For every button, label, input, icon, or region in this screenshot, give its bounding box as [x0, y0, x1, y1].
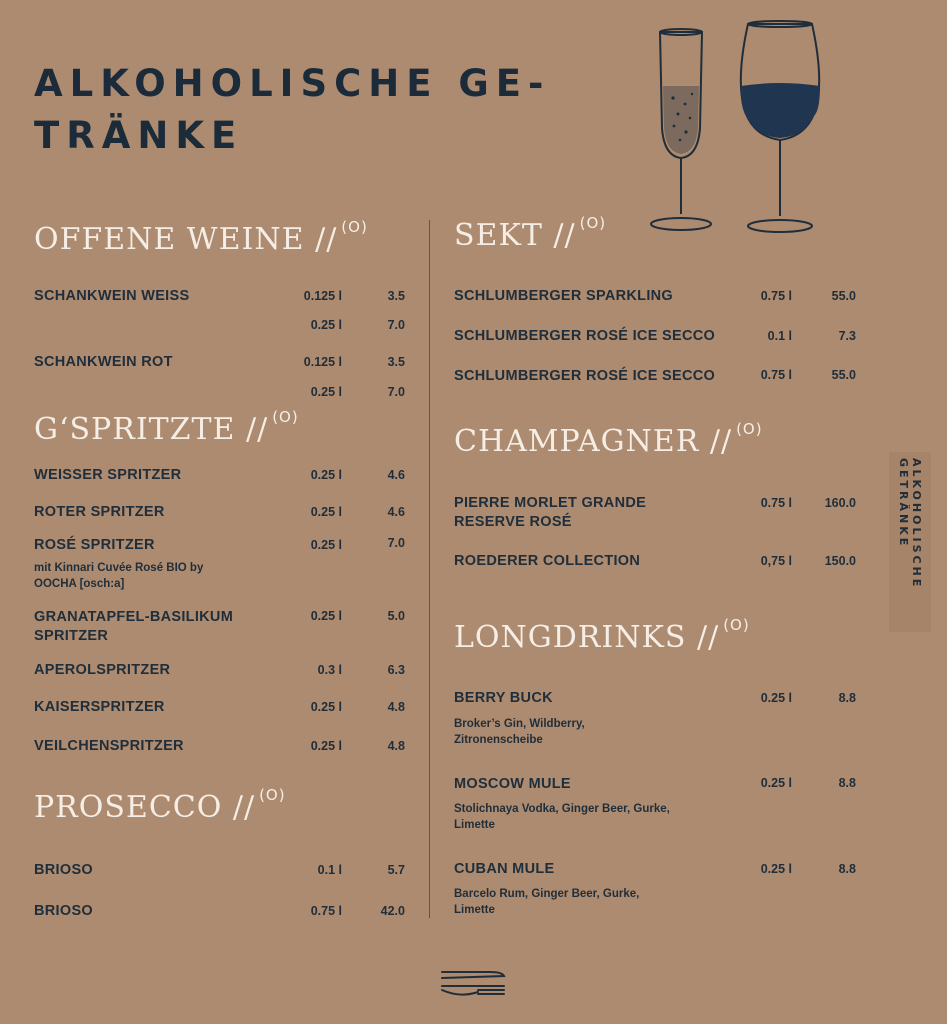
- menu-item-name: KAISERSPRITZER: [34, 699, 165, 715]
- menu-item-description: Barcelo Rum, Ginger Beer, Gurke, Limette: [454, 888, 640, 916]
- menu-item-volume: 0.25 l: [310, 468, 342, 482]
- menu-item-name: BERRY BUCK: [454, 690, 553, 706]
- menu-item-volume: 0.25 l: [310, 318, 342, 332]
- menu-item-name: APEROLSPRITZER: [34, 662, 171, 678]
- menu-item-description: mit Kinnari Cuvée Rosé BIO by OOCHA [osch:a]: [34, 562, 204, 590]
- menu-item-name: SCHLUMBERGER ROSÉ ICE SECCO: [454, 328, 716, 344]
- menu-item-name: GRANATAPFEL-BASILIKUM SPRITZER: [34, 609, 234, 644]
- menu-item-volume: 0.25 l: [310, 609, 342, 623]
- menu-item-volume: 0.25 l: [760, 691, 792, 705]
- menu-item-name: MOSCOW MULE: [454, 776, 571, 792]
- menu-item-volume: 0.25 l: [310, 538, 342, 552]
- menu-item-volume: 0.75 l: [760, 368, 792, 382]
- champagne-wine-glasses-icon: [640, 18, 840, 243]
- menu-item-volume: 0.75 l: [760, 289, 792, 303]
- menu-item-name: BRIOSO: [34, 903, 93, 919]
- menu-item-volume: 0,75 l: [760, 554, 792, 568]
- menu-item-volume: 0.75 l: [310, 904, 342, 918]
- menu-item-name: SCHANKWEIN ROT: [34, 354, 173, 370]
- menu-item-volume: 0.25 l: [310, 505, 342, 519]
- menu-item-price: 3.5: [387, 355, 405, 369]
- section-offene-weine: OFFENE WEINE // $^{(O)}$: [34, 218, 368, 257]
- menu-item-volume: 0.25 l: [310, 700, 342, 714]
- menu-item-volume: 0.1 l: [767, 329, 792, 343]
- menu-item-name: ROSÉ SPRITZER: [34, 537, 155, 553]
- menu-item-description: Broker’s Gin, Wildberry, Zitronenscheibe: [454, 718, 585, 746]
- menu-item-price: 7.0: [387, 318, 405, 332]
- menu-item-price: 150.0: [824, 554, 856, 568]
- menu-item-price: 5.7: [387, 863, 405, 877]
- section-gspritzte: G‘SPRITZTE // $^{(O)}$: [34, 408, 299, 447]
- menu-item-name: PIERRE MORLET GRANDE RESERVE ROSÉ: [454, 495, 647, 530]
- menu-item-name: WEISSER SPRITZER: [34, 467, 182, 483]
- menu-item-price: 5.0: [387, 609, 405, 623]
- menu-item-price: 4.8: [387, 739, 405, 753]
- menu-item-name: ROEDERER COLLECTION: [454, 553, 641, 569]
- section-longdrinks: LONGDRINKS // $^{(O)}$: [454, 616, 750, 655]
- menu-item-name: SCHLUMBERGER SPARKLING: [454, 288, 674, 304]
- menu-item-price: 8.8: [838, 776, 856, 790]
- menu-item-price: 4.6: [387, 468, 405, 482]
- menu-item-volume: 0.25 l: [310, 385, 342, 399]
- menu-item-volume: 0.75 l: [760, 496, 792, 510]
- column-divider: [429, 220, 430, 918]
- menu-item-price: 55.0: [831, 368, 856, 382]
- menu-item-price: 55.0: [831, 289, 856, 303]
- menu-item-description: Stolichnaya Vodka, Ginger Beer, Gurke, Limette: [454, 803, 670, 831]
- menu-item-price: 7.0: [387, 385, 405, 399]
- menu-item-name: BRIOSO: [34, 862, 93, 878]
- menu-item-volume: 0.125 l: [303, 355, 342, 369]
- menu-item-volume: 0.125 l: [303, 289, 342, 303]
- menu-item-volume: 0.1 l: [317, 863, 342, 877]
- menu-item-volume: 0.25 l: [760, 776, 792, 790]
- menu-item-volume: 0.3 l: [317, 663, 342, 677]
- side-label: ALKOHOLISCHE GETRÄNKE: [897, 458, 923, 590]
- menu-item-name: SCHANKWEIN WEISS: [34, 288, 190, 304]
- menu-item-price: 3.5: [387, 289, 405, 303]
- knife-and-fork-icon: [438, 964, 510, 1004]
- menu-item-price: 160.0: [824, 496, 856, 510]
- menu-item-price: 7.0: [387, 536, 405, 550]
- menu-item-name: CUBAN MULE: [454, 861, 555, 877]
- menu-item-volume: 0.25 l: [310, 739, 342, 753]
- menu-item-price: 4.8: [387, 700, 405, 714]
- section-sekt: SEKT // $^{(O)}$: [454, 214, 607, 253]
- section-prosecco: PROSECCO // $^{(O)}$: [34, 786, 286, 825]
- menu-item-volume: 0.25 l: [760, 862, 792, 876]
- menu-item-name: VEILCHENSPRITZER: [34, 738, 184, 754]
- page-title: ALKOHOLISCHE GE- TRÄNKE: [34, 62, 551, 157]
- menu-item-price: 6.3: [387, 663, 405, 677]
- menu-item-price: 4.6: [387, 505, 405, 519]
- menu-item-price: 8.8: [838, 862, 856, 876]
- menu-item-price: 8.8: [838, 691, 856, 705]
- menu-item-name: SCHLUMBERGER ROSÉ ICE SECCO: [454, 368, 716, 384]
- menu-item-name: ROTER SPRITZER: [34, 504, 165, 520]
- menu-item-price: 42.0: [380, 904, 405, 918]
- menu-item-price: 7.3: [838, 329, 856, 343]
- section-champagner: CHAMPAGNER // $^{(O)}$: [454, 420, 763, 459]
